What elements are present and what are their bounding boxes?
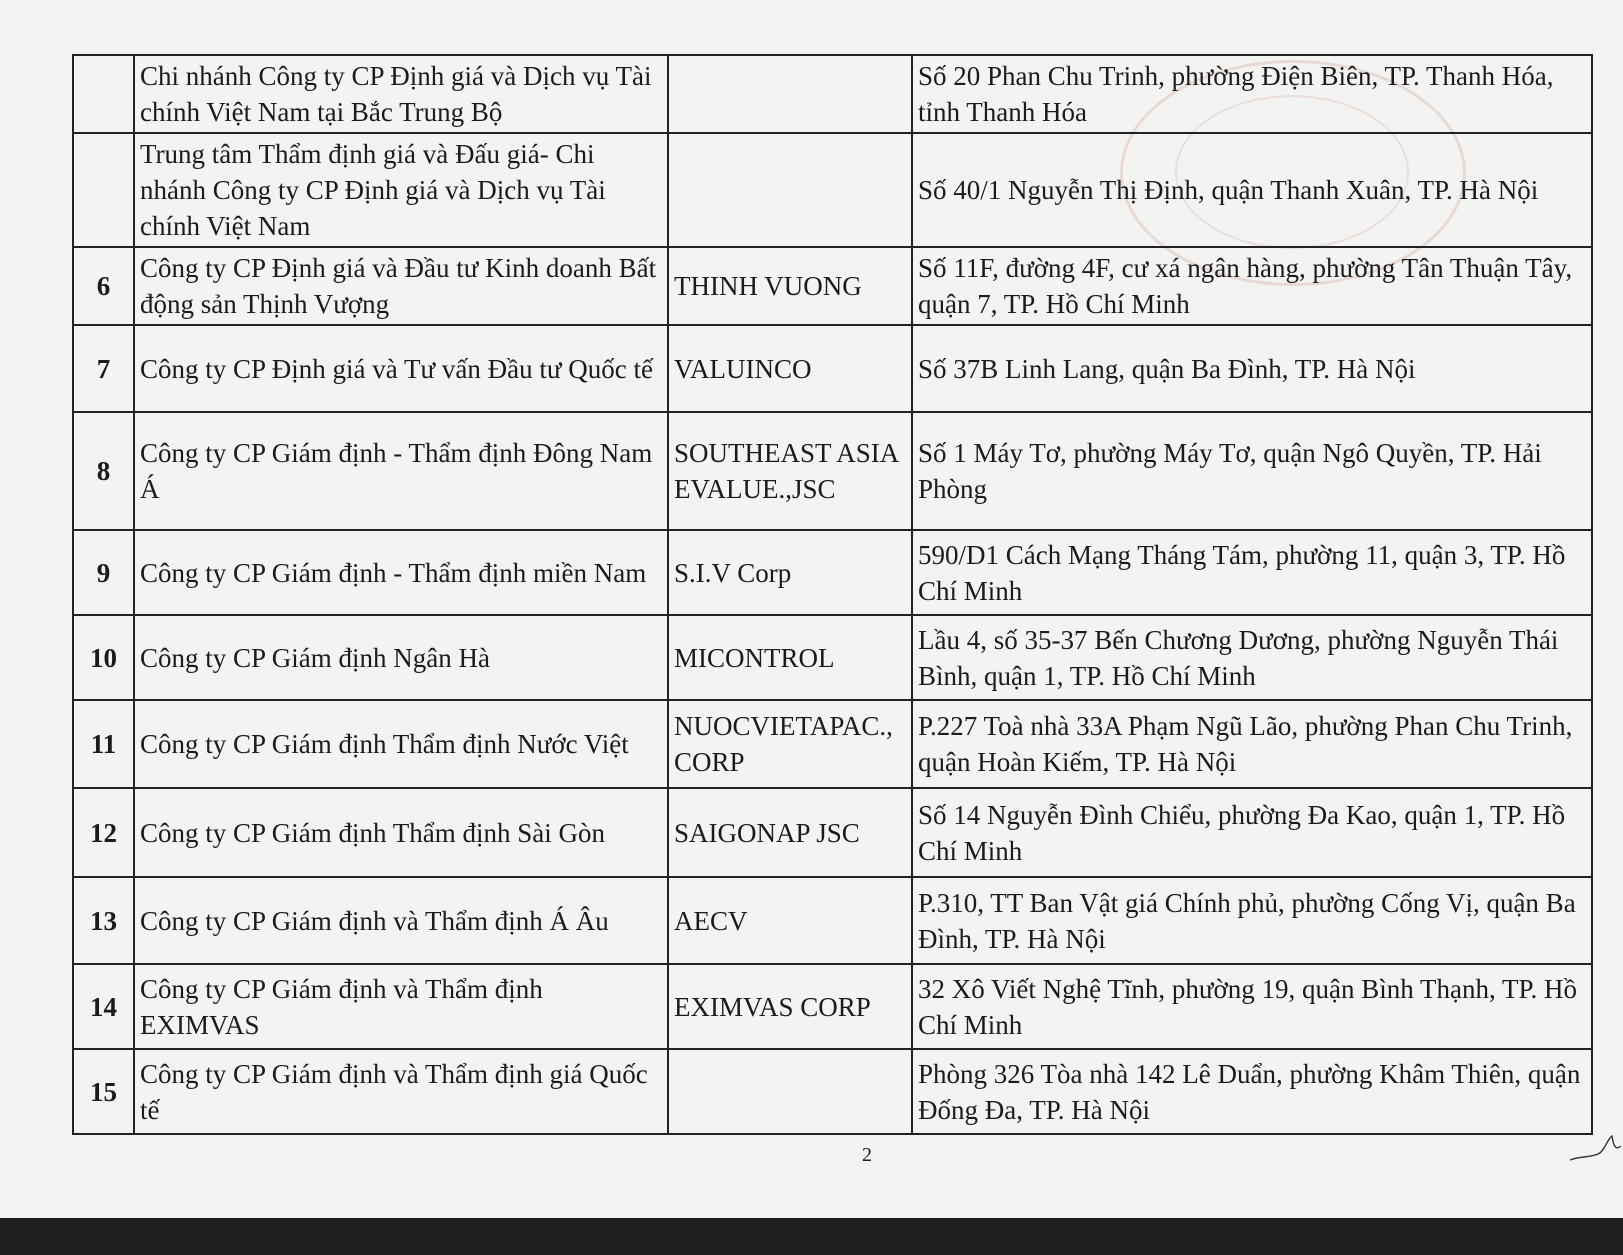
company-address: Số 20 Phan Chu Trinh, phường Điện Biên, TP. Thanh Hóa, tỉnh Thanh Hóa bbox=[912, 55, 1592, 133]
company-address: Phòng 326 Tòa nhà 142 Lê Duẩn, phường Khâm Thiên, quận Đống Đa, TP. Hà Nội bbox=[912, 1049, 1592, 1134]
page-number: 2 bbox=[862, 1144, 872, 1166]
row-number: 9 bbox=[73, 530, 134, 615]
company-name: Chi nhánh Công ty CP Định giá và Dịch vụ Tài chính Việt Nam tại Bắc Trung Bộ bbox=[134, 55, 668, 133]
table-row bbox=[73, 133, 1592, 247]
company-address: Số 11F, đường 4F, cư xá ngân hàng, phường Tân Thuận Tây, quận 7, TP. Hồ Chí Minh bbox=[912, 247, 1592, 325]
row-number: 11 bbox=[73, 700, 134, 788]
company-name: Công ty CP Định giá và Đầu tư Kinh doanh Bất động sản Thịnh Vượng bbox=[134, 247, 668, 325]
company-abbreviation: SOUTHEAST ASIA EVALUE.,JSC bbox=[668, 412, 912, 530]
company-address: Số 1 Máy Tơ, phường Máy Tơ, quận Ngô Quyền, TP. Hải Phòng bbox=[912, 412, 1592, 530]
company-address: 32 Xô Viết Nghệ Tĩnh, phường 19, quận Bình Thạnh, TP. Hồ Chí Minh bbox=[912, 964, 1592, 1049]
table-row bbox=[73, 1049, 1592, 1134]
row-number: 12 bbox=[73, 788, 134, 877]
row-number: 6 bbox=[73, 247, 134, 325]
company-name: Công ty CP Giám định và Thẩm định EXIMVAS bbox=[134, 964, 668, 1049]
company-address: Số 37B Linh Lang, quận Ba Đình, TP. Hà Nội bbox=[912, 325, 1592, 412]
company-name: Trung tâm Thẩm định giá và Đấu giá- Chi nhánh Công ty CP Định giá và Dịch vụ Tài chính Việt Nam bbox=[134, 133, 668, 247]
row-number bbox=[73, 55, 134, 133]
company-abbreviation: AECV bbox=[668, 877, 912, 964]
company-name: Công ty CP Giám định - Thẩm định miền Nam bbox=[134, 530, 668, 615]
row-number: 15 bbox=[73, 1049, 134, 1134]
row-number: 8 bbox=[73, 412, 134, 530]
table-row bbox=[73, 55, 1592, 133]
company-address: Số 14 Nguyễn Đình Chiểu, phường Đa Kao, quận 1, TP. Hồ Chí Minh bbox=[912, 788, 1592, 877]
company-name: Công ty CP Giám định Ngân Hà bbox=[134, 615, 668, 700]
company-abbreviation: MICONTROL bbox=[668, 615, 912, 700]
row-number: 10 bbox=[73, 615, 134, 700]
company-name: Công ty CP Giám định và Thẩm định giá Quốc tế bbox=[134, 1049, 668, 1134]
company-abbreviation bbox=[668, 133, 912, 247]
company-name: Công ty CP Giám định Thẩm định Nước Việt bbox=[134, 700, 668, 788]
company-table bbox=[72, 54, 1593, 1135]
company-abbreviation: SAIGONAP JSC bbox=[668, 788, 912, 877]
company-name: Công ty CP Giám định và Thẩm định Á Âu bbox=[134, 877, 668, 964]
company-address: 590/D1 Cách Mạng Tháng Tám, phường 11, quận 3, TP. Hồ Chí Minh bbox=[912, 530, 1592, 615]
company-name: Công ty CP Định giá và Tư vấn Đầu tư Quốc tế bbox=[134, 325, 668, 412]
row-number bbox=[73, 133, 134, 247]
table-row bbox=[73, 964, 1592, 1049]
table-row bbox=[73, 788, 1592, 877]
company-name: Công ty CP Giám định - Thẩm định Đông Nam Á bbox=[134, 412, 668, 530]
company-abbreviation: VALUINCO bbox=[668, 325, 912, 412]
company-address: P.227 Toà nhà 33A Phạm Ngũ Lão, phường Phan Chu Trinh, quận Hoàn Kiếm, TP. Hà Nội bbox=[912, 700, 1592, 788]
company-abbreviation: S.I.V Corp bbox=[668, 530, 912, 615]
scan-edge-band bbox=[0, 1218, 1623, 1255]
row-number: 13 bbox=[73, 877, 134, 964]
table-row bbox=[73, 877, 1592, 964]
company-name: Công ty CP Giám định Thẩm định Sài Gòn bbox=[134, 788, 668, 877]
company-abbreviation: THINH VUONG bbox=[668, 247, 912, 325]
table-row bbox=[73, 700, 1592, 788]
company-abbreviation bbox=[668, 1049, 912, 1134]
company-abbreviation: EXIMVAS CORP bbox=[668, 964, 912, 1049]
row-number: 14 bbox=[73, 964, 134, 1049]
company-address: Số 40/1 Nguyễn Thị Định, quận Thanh Xuân, TP. Hà Nội bbox=[912, 133, 1592, 247]
table-row bbox=[73, 615, 1592, 700]
company-address: P.310, TT Ban Vật giá Chính phủ, phường Cống Vị, quận Ba Đình, TP. Hà Nội bbox=[912, 877, 1592, 964]
table-row bbox=[73, 530, 1592, 615]
company-address: Lầu 4, số 35-37 Bến Chương Dương, phường Nguyễn Thái Bình, quận 1, TP. Hồ Chí Minh bbox=[912, 615, 1592, 700]
row-number: 7 bbox=[73, 325, 134, 412]
table-row bbox=[73, 247, 1592, 325]
table-row bbox=[73, 412, 1592, 530]
company-abbreviation bbox=[668, 55, 912, 133]
table-row bbox=[73, 325, 1592, 412]
signature-mark bbox=[1568, 1128, 1623, 1168]
company-abbreviation: NUOCVIETAPAC., CORP bbox=[668, 700, 912, 788]
